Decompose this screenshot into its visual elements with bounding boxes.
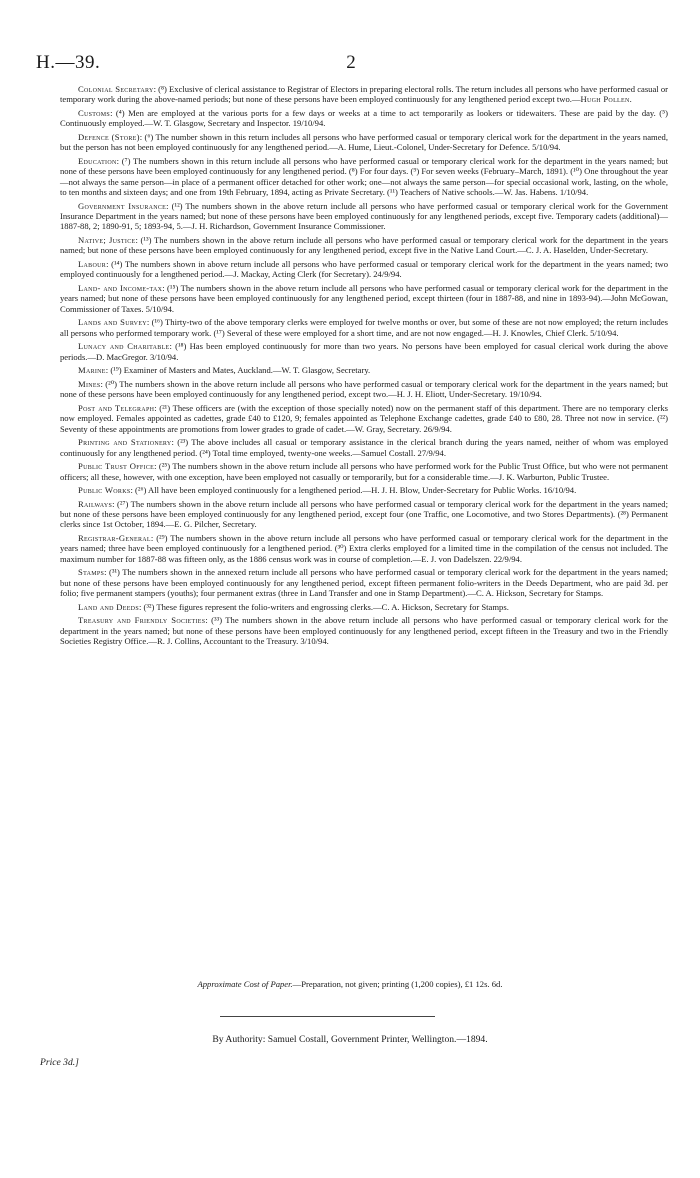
entry-tail: . xyxy=(629,94,632,105)
entry-signature: Hugh Pollen xyxy=(580,94,630,105)
entry-paragraph xyxy=(60,602,668,612)
page-header xyxy=(36,52,666,76)
entry-paragraph xyxy=(60,108,668,129)
entry-paragraph xyxy=(60,365,668,375)
entry-text: : (²³) The above includes all casual or temporary assistance in the clerical branch during the years named, neither of whom was employed continuously for any lengthened period. (²⁴) Total time employed, twenty-one weeks.—Samuel Costall. 27/9/94. xyxy=(60,437,668,458)
cost-text: —Preparation, not given; printing (1,200 copies), £1 12s. 6d. xyxy=(292,979,503,989)
entry-heading: Registrar-General xyxy=(78,533,151,544)
entry-heading: Government Insurance xyxy=(78,200,167,211)
entry-text: : (¹⁶) Thirty-two of the above temporary clerks were employed for twelve months or over, but some of these are not now employed; the return includes all persons who performed temporary work. (¹⁷) Several of these were employed for a short time, and are not now engaged.—H. J. Knowles, Chief Clerk. 5/10/94. xyxy=(60,317,668,338)
entry-paragraph xyxy=(60,84,668,105)
entry-paragraph xyxy=(60,533,668,564)
entry-paragraph xyxy=(60,201,668,232)
entry-paragraph xyxy=(60,485,668,495)
entry-heading: Railways xyxy=(78,498,113,509)
entry-paragraph xyxy=(60,461,668,482)
entry-heading: Education xyxy=(78,155,117,166)
entry-text: : (²⁰) The numbers shown in the above return include all persons who have performed casual or temporary clerical work for the department in the years named; but none of these persons have been employed continuously for any lengthened period, except two.—H. J. H. Eliott, Under-Secretary. 19/10/94. xyxy=(60,378,668,400)
entry-text: : (⁴) Men are employed at the various ports for a few days or weeks at a time to act temporarily as lookers or tidewaiters. These are paid by the day. (⁵) Continuously employed.—W. T. Glasgow, Secretary and Inspector. 19/10/94. xyxy=(60,107,668,129)
entry-text: : (¹⁸) Has been employed continuously for more than two years. No persons have been employed for casual clerical work during the above periods.—D. MacGregor. 3/10/94. xyxy=(60,341,668,362)
entry-text: : (²⁶) All have been employed continuously for a lengthened period.—H. J. H. Blow, Under-Secretary for Public Works. 16/10/94. xyxy=(130,485,577,496)
entry-heading: Land- and Income-tax xyxy=(78,282,163,293)
document-id: H.—39. xyxy=(36,52,101,73)
document-body xyxy=(60,84,668,650)
entry-text: : (¹⁴) The numbers shown in above return include all persons who have performed casual or temporary clerical work for the department in the years named; two employed continuously for a lengthened period.—J. Mackay, Acting Clerk (for Secretary). 24/9/94. xyxy=(60,258,668,280)
entry-text: : (²⁹) The numbers shown in the above return include all persons who have performed casual or temporary clerical work for the department in the years named; three have been employed continuously for a lengthened period. (³⁰) Extra clerks employed for a limited time in the compilation of the census not included. The maximum number for 1887-88 was fifteen only, as the 1886 census work was in course of completion.—E. J. von Dadelszen. 22/9/94. xyxy=(60,533,668,564)
entry-paragraph xyxy=(60,499,668,530)
authority-line: By Authority: Samuel Costall, Government Printer, Wellington.—1894. xyxy=(212,1034,488,1045)
entry-heading: Printing and Stationery xyxy=(78,437,172,448)
entry-text: : (¹³) The numbers shown in the above return include all persons who have performed casual or temporary clerical work for the department in the years named; but none of these persons have been employed continuously for any lengthened period, except five in the Native Land Court.—C. J. A. Haselden, Under-Secretary. xyxy=(60,234,668,256)
divider-rule xyxy=(220,1016,435,1017)
entry-paragraph xyxy=(60,341,668,362)
entry-heading: Treasury and Friendly Societies xyxy=(78,615,206,626)
entry-paragraph xyxy=(60,615,668,646)
entry-heading: Post and Telegraph xyxy=(78,402,155,413)
entry-paragraph xyxy=(60,259,668,280)
entry-text: : (²¹) These officers are (with the exception of those specially noted) now on the permanent staff of this department. There are no temporary clerks now employed. Females appointed as cadettes, grade £40 to £120, 9; females appointed as Telephone Exchange cadettes, grade £40 to £80, 28. Three not now in service. (²²) Seventy of these appointments are promotions from lower grades to grade of cadet.—W. Gray, Secretary. 26/9/94. xyxy=(60,402,668,434)
entry-heading: Lands and Survey xyxy=(78,317,147,328)
entry-heading: Stamps xyxy=(78,567,105,578)
entry-heading: Labour xyxy=(78,258,107,269)
entry-heading: Lunacy and Charitable xyxy=(78,341,170,352)
entry-paragraph xyxy=(60,283,668,314)
entry-heading: Mines xyxy=(78,378,101,389)
entry-paragraph xyxy=(60,132,668,153)
entry-text: : (³²) These figures represent the folio-writers and engrossing clerks.—C. A. Hickson, Secretary for Stamps. xyxy=(138,601,509,612)
entry-paragraph xyxy=(60,403,668,434)
cost-label: Approximate Cost of Paper. xyxy=(197,979,293,989)
entry-text: : (⁶) The number shown in this return includes all persons who have performed casual or temporary clerical work for the department in the years named, but the person has not been employed continuously for any lengthened period.—A. Hume, Lieut.-Colonel, Under-Secretary for Defence. 5/10/94. xyxy=(60,131,668,153)
entry-heading: Colonial Secretary xyxy=(78,84,154,94)
price-label: Price 3d.] xyxy=(40,1057,79,1068)
entry-heading: Public Works xyxy=(78,485,131,496)
entry-paragraph xyxy=(60,235,668,256)
entry-heading: Customs xyxy=(78,107,111,118)
entry-text: : (³³) The numbers shown in the above return include all persons who have performed casual or temporary clerical work for the department in the years named; but none of these persons have been employed continuously for any lengthened period, except fifteen in the Treasury and two in the Friendly Societies Registry Office.—R. J. Collins, Accountant to the Treasury. 3/10/94. xyxy=(60,615,668,647)
entry-paragraph xyxy=(60,567,668,598)
cost-line xyxy=(0,979,700,989)
page-number: 2 xyxy=(346,52,356,73)
entry-paragraph xyxy=(60,437,668,458)
entry-text: : (¹⁵) The numbers shown in the above return include all persons who have performed casual or temporary clerical work for the department in the years named; but none of these persons have been employed continuously for any lengthened period, except thirteen (four in 1887-88, and nine in 1893-94).—John McGowan, Commissioner of Taxes. 5/10/94. xyxy=(60,282,668,314)
entry-text: : (⁷) The numbers shown in this return include all persons who have performed casual or temporary clerical work for the department in the years named; but none of these persons have been employed continuously for any lengthened period. (⁸) For four days. (⁹) For seven weeks (February–March, 1891). (¹⁰) One throughout the year—not always the same person—in place of a permanent officer detached for other work; one—not always the same person—for special occasional work, lasting, on the whole, to ten months and sixteen days; and one from 19th February, 1894, acting as Private Secretary. (¹¹) Teachers of Native schools.—W. Jas. Habens. 1/10/94. xyxy=(60,155,668,197)
entry-text: : (²⁷) The numbers shown in the above return include all persons who have performed casual or temporary clerical work for the department in the years named; but none of these persons have been employed continuously for any lengthened period, except four (one Traffic, one Locomotive, and two Stores Departments). (²⁸) Permanent clerks since 1st October, 1894.—E. G. Pilcher, Secretary. xyxy=(60,498,668,530)
entry-text: : (⁸) Exclusive of clerical assistance to Registrar of Electors in preparing electoral rolls. The return includes all persons who have performed casual or temporary work during the above-named periods; but none of these persons have been employed continuously for any lengthened period except two.— xyxy=(60,84,668,105)
entry-heading: Public Trust Office xyxy=(78,461,155,472)
entry-text: : (¹²) The numbers shown in the above return include all persons who have performed casual or temporary clerical work for the Government Insurance Department in the years named; but none of these persons have been employed continuously for any lengthened periods, except five. Temporary cadets (additional)—1887-88, 2; 1890-91, 5; 1893-94, 5.—J. H. Richardson, Government Insurance Commissioner. xyxy=(60,200,669,232)
entry-paragraph xyxy=(60,317,668,338)
entry-text: : (¹⁹) Examiner of Masters and Mates, Auckland.—W. T. Glasgow, Secretary. xyxy=(105,365,371,376)
entry-heading: Defence (Store) xyxy=(78,131,140,142)
entry-text: : (²⁵) The numbers shown in the above return include all persons who have performed work for the Public Trust Office, but who were not permanent officers; all these, however, with one exception, have been employed not casually or temporarily, but for a considerable time.—J. K. Warburton, Public Trustee. xyxy=(60,461,668,482)
entry-paragraph xyxy=(60,156,668,197)
entry-paragraph xyxy=(60,379,668,400)
entry-heading: Marine xyxy=(78,365,106,376)
entry-heading: Land and Deeds xyxy=(78,601,139,612)
entry-heading: Native; Justice xyxy=(78,234,136,245)
entry-text: : (³¹) The numbers shown in the annexed return include all persons who have performed casual or temporary clerical work for the department in the years named; but none of these persons have been employed continuously for any lengthened period, except fifteen permanent folio-writers in the Deeds Department, who are paid 3d. per folio; five permanent stampers (youths); four permanent extras (three in Land Transfer and one in Stamp Department).—C. A. Hickson, Secretary for Stamps. xyxy=(60,567,668,599)
